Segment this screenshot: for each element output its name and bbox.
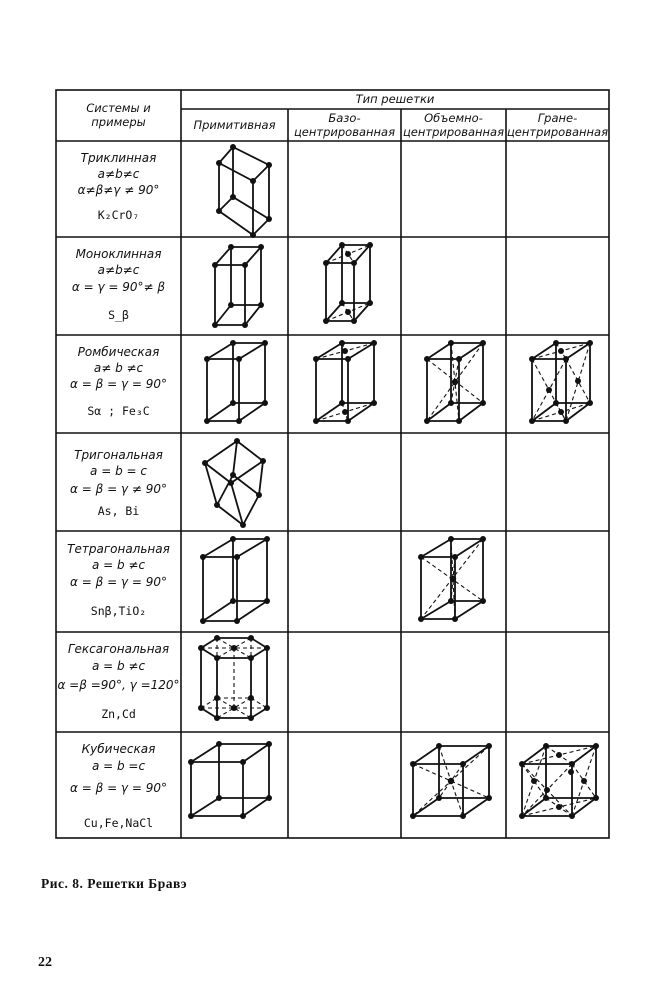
system-name: Ромбическая (77, 345, 160, 359)
system-examples: As, Bi (97, 504, 140, 518)
system-angles: α = β = γ ≠ 90° (70, 482, 167, 496)
system-params: a = b = c (90, 464, 147, 478)
system-params: a≠b≠c (97, 263, 140, 277)
page-number: 22 (38, 955, 52, 970)
lattice-cubic-primitive (181, 732, 288, 842)
lattice-monoclinic-primitive (181, 237, 288, 339)
header-col-face-centered: Гране- центрированная (506, 111, 609, 139)
system-examples: Zn,Cd (101, 707, 136, 721)
header-col-body-centered: Объемно- центрированная (402, 111, 505, 139)
figure-caption: Рис. 8. Решетки Бравэ (41, 876, 188, 891)
header-col-primitive: Примитивная (193, 118, 276, 132)
lattice-tetragonal-body-centered (401, 531, 506, 636)
lattice-cubic-body-centered (401, 732, 506, 842)
system-name: Тетрагональная (67, 542, 170, 556)
header-lattice-type: Тип решетки (355, 92, 435, 106)
system-examples: Sα ; Fe₃C (87, 404, 150, 418)
lattice-orthorhombic-base-centered (288, 335, 401, 437)
system-params: a = b ≠c (91, 558, 146, 572)
system-examples: S_β (108, 308, 129, 322)
system-angles: α = β = γ = 90° (70, 377, 167, 391)
lattice-orthorhombic-body-centered (401, 335, 506, 437)
system-angles: α =β =90°, γ =120° (57, 678, 180, 692)
lattice-monoclinic-base-centered (288, 237, 401, 339)
lattice-orthorhombic-primitive (181, 335, 288, 437)
system-angles: α≠β≠γ ≠ 90° (77, 183, 160, 197)
system-params: a = b ≠c (91, 659, 146, 673)
system-angles: α = β = γ = 90° (70, 575, 167, 589)
system-name: Триклинная (80, 151, 157, 165)
system-examples: Cu,Fe,NaCl (83, 816, 154, 830)
system-angles: α = β = γ = 90° (70, 781, 167, 795)
system-examples: Snβ,TiO₂ (90, 604, 147, 618)
system-name: Тригональная (74, 448, 163, 462)
lattice-hexagonal-primitive (181, 632, 288, 736)
system-name: Кубическая (81, 742, 156, 756)
lattice-tetragonal-primitive (181, 531, 288, 636)
system-params: a≠ b ≠c (93, 361, 144, 375)
header-systems-label: Системы и примеры (86, 101, 151, 129)
lattice-cubic-face-centered (506, 732, 609, 842)
system-name: Гексагональная (67, 642, 170, 656)
system-params: a≠b≠c (97, 167, 140, 181)
system-examples: K₂CrO₇ (97, 208, 140, 222)
lattice-trigonal-primitive (181, 433, 288, 535)
lattice-triclinic-primitive (181, 141, 288, 241)
system-angles: α = γ = 90°≠ β (71, 280, 166, 294)
header-col-base-centered: Базо- центрированная (293, 111, 396, 139)
system-params: a = b =c (91, 759, 146, 773)
lattice-orthorhombic-face-centered (506, 335, 609, 437)
system-name: Моноклинная (75, 247, 162, 261)
